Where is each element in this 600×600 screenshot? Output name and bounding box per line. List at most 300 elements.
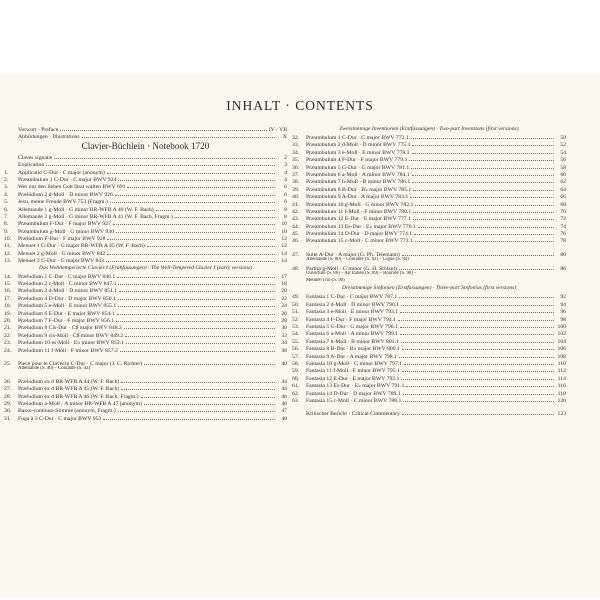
- entry-number: 6.: [4, 206, 9, 213]
- dot-leader: [121, 377, 275, 383]
- toc-entry: [4, 399, 287, 406]
- entry-number: 3.: [4, 184, 9, 191]
- dot-leader: [113, 219, 275, 225]
- entry-number: 27.: [4, 386, 12, 393]
- entry-title: Præambulum 13 Es-Dur · E♭ major BWV 776.1: [306, 223, 416, 230]
- toc-entry: [4, 392, 287, 399]
- sinfonias-list: [292, 292, 566, 403]
- entry-title: Vorwort · Preface: [18, 127, 59, 133]
- entry-title: Præambulum 15 c-Moll · C minor BWV 773.1: [306, 238, 413, 245]
- entry-page: 72: [560, 216, 566, 223]
- entry-title: Jesu, meine Freude BWV 753 (Fragm.): [18, 199, 108, 206]
- entry-page: 2: [284, 154, 287, 161]
- toc-entry: [292, 352, 566, 359]
- dot-leader: [415, 200, 554, 206]
- dot-leader: [418, 222, 554, 228]
- dot-leader: [402, 409, 554, 415]
- dot-leader: [400, 307, 554, 313]
- entry-title: Præambulum 7 h-Moll · B minor BWV 786.1: [306, 179, 411, 186]
- entry-number: 44.: [292, 223, 300, 230]
- dot-leader: [409, 155, 554, 161]
- entry-title: Fantasia 14 D-Dur · D major BWV 789.1: [306, 390, 401, 397]
- entry-page: 10: [281, 221, 287, 228]
- toc-entry: [4, 384, 287, 391]
- entry-page: 3: [284, 162, 287, 169]
- toc-entry: [4, 197, 287, 204]
- section-heading-wtc: Das Wohltemperierte Clavier I (Frühfassungen) · The Well-Tempered Clavier I (early versions): [39, 264, 252, 271]
- toc-entry: [292, 148, 566, 155]
- entry-title: Præludium 1 C-Dur · C major BWV 846.1: [18, 273, 116, 280]
- toc-entry: [292, 300, 566, 307]
- entry-page: 76: [560, 231, 566, 238]
- entry-number: 16.: [4, 288, 12, 295]
- entry-title: Fantasia 10 g-Moll · G minor BWV 797.1: [306, 360, 402, 367]
- entry-page: 118: [557, 390, 566, 397]
- entry-number: 31.: [4, 415, 12, 422]
- entry-title: Præambulum 10 g-Moll · G minor BWV 782.1: [306, 201, 414, 208]
- dot-leader: [413, 185, 554, 191]
- entry-number: 21.: [4, 325, 12, 332]
- entry-page: 110: [557, 360, 566, 367]
- toc-entry: [292, 374, 566, 381]
- entry-page: 18: [281, 281, 287, 288]
- entry-page: 98: [560, 316, 566, 323]
- dot-leader: [147, 241, 275, 247]
- dot-leader: [125, 331, 275, 337]
- entry-number: 29.: [4, 401, 12, 408]
- entry-number: 26.: [4, 378, 12, 385]
- entry-title: Præludium 5 e-Moll · E minor BWV 855.1: [18, 303, 117, 310]
- toc-entry: [292, 214, 566, 221]
- dot-leader: [46, 160, 275, 166]
- entry-page: 44: [281, 378, 287, 385]
- wtc-pieces-list: [4, 272, 287, 353]
- dot-leader: [175, 212, 275, 218]
- entry-page: 114: [557, 375, 566, 382]
- entry-page: 80: [560, 251, 566, 258]
- entry-page: 4: [284, 176, 287, 183]
- entry-number: 9.: [4, 228, 9, 235]
- dot-leader: [156, 205, 275, 211]
- entry-number: 11.: [4, 243, 11, 250]
- entry-title: Præludium ex d BR-WFB A 45 (W. F. Bach): [18, 386, 120, 393]
- entry-title: Præambulum 12 E-Dur · E major BWV 777.1: [306, 216, 411, 223]
- toc-entry: [292, 307, 566, 314]
- entry-title: Fantasia 9 A-Dur · A major BWV 798.1: [306, 353, 397, 360]
- toc-entry: [4, 160, 287, 167]
- entry-page: 100: [557, 323, 566, 330]
- entry-number: 47.: [292, 251, 300, 258]
- entry-number: 13.: [4, 258, 12, 265]
- entry-page: 33: [281, 332, 287, 339]
- entry-number: 14.: [4, 273, 12, 280]
- entry-title: Præambulum 8 B-Dur · B♭ major BWV 785.1: [306, 186, 412, 193]
- entry-title: Fantasia 15 c-Moll · C minor BWV 788.1: [306, 397, 402, 404]
- dot-leader: [118, 294, 275, 300]
- entry-title: Kritischer Bericht · Critical Commentary: [306, 411, 400, 418]
- dot-leader: [127, 182, 275, 188]
- entry-page: 112: [557, 368, 566, 375]
- toc-entry: [4, 168, 287, 175]
- toc-entry: [4, 272, 287, 279]
- left-column: [4, 125, 287, 421]
- dot-leader: [411, 133, 554, 139]
- movement-note: Allemande (S. 40) – Courante (S. 42): [18, 366, 90, 372]
- entry-title: Prælúdium 2 d-Moll · D minor BWV 926: [18, 191, 113, 198]
- toc-entry: [292, 344, 566, 351]
- dot-leader: [124, 323, 275, 329]
- toc-entry: [4, 346, 287, 353]
- entry-page: 104: [557, 338, 566, 345]
- entry-title: Applicatio C-Dur · C major (anonym): [18, 169, 105, 176]
- dot-leader: [400, 322, 554, 328]
- intro-list: [4, 153, 287, 168]
- entry-title: Præludium 6 E-Dur · E major BWV 854.1: [18, 310, 115, 317]
- entry-page: 22: [281, 295, 287, 302]
- entry-title: Fantasia 11 f-Moll · F minor BWV 795.1: [306, 368, 400, 375]
- dot-leader: [412, 140, 554, 146]
- dot-leader: [117, 272, 275, 278]
- entry-page: 68: [560, 201, 566, 208]
- movement-note: Allemande (S. 80) – Courante (S. 82) – Gigue (S. 84): [306, 257, 409, 263]
- toc-entry: [292, 264, 566, 271]
- entry-number: 39.: [292, 186, 300, 193]
- toc-entry: [292, 192, 566, 199]
- toc-entry: [292, 155, 566, 162]
- entry-number: 20.: [4, 317, 12, 324]
- toc-entry: [292, 163, 566, 170]
- entry-number: 36.: [292, 164, 300, 171]
- toc-entry: [4, 132, 287, 139]
- dot-leader: [116, 316, 275, 322]
- entry-page: 38: [281, 347, 287, 354]
- toc-entry: [4, 153, 287, 160]
- entry-number: 50.: [292, 301, 300, 308]
- entry-number: 37.: [292, 171, 300, 178]
- entry-page: 4: [284, 169, 287, 176]
- entry-number: 15.: [4, 281, 12, 288]
- entry-title: Fantasia 1 C-Dur · C major BWV 787.1: [306, 294, 398, 301]
- entry-title: Præludium ex d BR-WFB A 44 (W. F. Bach): [18, 378, 120, 385]
- toc-entry: [4, 279, 287, 286]
- dot-leader: [118, 279, 275, 285]
- dot-leader: [403, 389, 554, 395]
- toc-entry: [292, 133, 566, 140]
- dot-leader: [402, 366, 554, 372]
- dot-leader: [54, 153, 275, 159]
- entry-page: IV / VII: [268, 127, 287, 133]
- toc-entry: [4, 286, 287, 293]
- toc-entry: [4, 323, 287, 330]
- entry-title: Allemande 1 g-Moll · G minor BR-WFB A 40 (W. F. Bach): [18, 206, 154, 213]
- entry-page: X: [282, 134, 287, 141]
- entry-title: Fantasia 12 E-Dur · E major BWV 792.1: [306, 375, 400, 382]
- dot-leader: [399, 352, 554, 358]
- toc-entry: [4, 406, 287, 413]
- entry-number: 8.: [4, 221, 9, 228]
- toc-entry: [4, 331, 287, 338]
- entry-title: Præambulum F-Dur · F major BWV 927: [18, 221, 111, 228]
- dot-leader: [116, 227, 275, 233]
- toc-entry: [4, 309, 287, 316]
- dot-leader: [141, 392, 275, 398]
- entry-page: 52: [560, 142, 566, 149]
- entry-page: 48: [281, 415, 287, 422]
- entry-page: 120: [557, 397, 566, 404]
- entry-page: 78: [560, 238, 566, 245]
- dot-leader: [118, 301, 275, 307]
- entry-page: 30: [281, 325, 287, 332]
- entry-title: Fantasia 3 e-Moll · E minor BWV 793.1: [306, 309, 399, 316]
- entry-title: Præludium 10 es-Moll · E♭ minor BWV 853.1: [18, 340, 124, 347]
- toc-entry: [4, 190, 287, 197]
- entry-page: 92: [560, 294, 566, 301]
- toc-entry: [4, 205, 287, 212]
- entry-title: Præambulum 11 f-Moll · F minor BWV 780.1: [306, 208, 412, 215]
- entry-number: 62.: [292, 390, 300, 397]
- entry-number: 25.: [4, 360, 12, 367]
- toc-entry: [4, 294, 287, 301]
- toc-entry: [292, 292, 566, 299]
- dot-leader: [399, 264, 554, 270]
- toc-entry: [4, 338, 287, 345]
- toc-entry: [4, 301, 287, 308]
- entry-page: 50: [560, 135, 566, 141]
- entry-title: Suite A-Dur · A major (G. Ph. Telemann): [306, 251, 400, 258]
- toc-entry: [292, 381, 566, 388]
- entry-number: 33.: [292, 142, 300, 149]
- entry-number: 61.: [292, 383, 300, 390]
- entry-number: 41.: [292, 201, 300, 208]
- entry-number: 10.: [4, 236, 12, 243]
- entry-title: Præludium 11 f-Moll · F minor BWV 857.2: [18, 347, 118, 354]
- dot-leader: [118, 406, 275, 412]
- front-matter-list: [4, 125, 287, 140]
- toc-entry: [4, 219, 287, 226]
- dot-leader: [107, 168, 275, 174]
- toc-entry: [292, 337, 566, 344]
- dot-leader: [144, 399, 275, 405]
- entry-title: Præludium 3 d-Moll · D minor BWV 851.1: [18, 288, 118, 295]
- toc-entry: [292, 389, 566, 396]
- entry-number: 19.: [4, 310, 12, 317]
- entry-number: 17.: [4, 295, 12, 302]
- dot-leader: [115, 190, 275, 196]
- dot-leader: [402, 344, 554, 350]
- entry-page: 96: [560, 309, 566, 316]
- entry-page: 8: [284, 213, 287, 220]
- entry-title: Præambulum 3 e-Moll · E minor BWV 778.1: [306, 149, 410, 156]
- entry-number: 52.: [292, 316, 300, 323]
- entry-title: Præambulum 5 G-Dur · G major BWV 781.1: [306, 164, 410, 171]
- entry-title: Præludium 4 D-Dur · D major BWV 850.1: [18, 295, 116, 302]
- toc-entry: [292, 177, 566, 184]
- page-title: INHALT · CONTENTS: [226, 98, 374, 113]
- entry-title: Prælúdium F-Dur · F major BWV 928: [18, 236, 106, 243]
- entry-number: 28.: [4, 393, 12, 400]
- entry-title: Præambulum 2 d-Moll · D minor BWV 775.1: [306, 142, 411, 149]
- entry-number: 55.: [292, 338, 300, 345]
- entry-number: 24.: [4, 347, 12, 354]
- entry-title: Wer nur den lieben Gott lässt walten BWV 691: [18, 184, 126, 191]
- toc-entry: [292, 315, 566, 322]
- entry-number: 18.: [4, 303, 12, 310]
- entry-number: 2.: [4, 176, 9, 183]
- dot-leader: [414, 229, 554, 235]
- dot-leader: [103, 414, 275, 420]
- entry-number: 12.: [4, 250, 12, 257]
- toc-entry: [292, 140, 566, 147]
- entry-title: Fantasia 2 d-Moll · D minor BWV 790.1: [306, 301, 400, 308]
- dot-leader: [401, 337, 554, 343]
- toc-entry: [4, 359, 287, 366]
- dot-leader: [399, 292, 554, 298]
- entry-number: 35.: [292, 157, 300, 164]
- toc-entry: [4, 256, 287, 263]
- section-heading-sinfonias: Dreistimmige Sinfonien (Erstfassungen) · Three-part Sinfonias (first versions): [341, 285, 517, 292]
- entry-title: Præambulum 4 F-Dur · F major BWV 779.1: [306, 157, 408, 164]
- entry-page: 28: [281, 317, 287, 324]
- toc-entry: [4, 316, 287, 323]
- toc-entry: [4, 227, 287, 234]
- entry-number: 53.: [292, 323, 300, 330]
- dot-leader: [107, 234, 275, 240]
- dot-leader: [404, 359, 554, 365]
- dot-leader: [412, 148, 554, 154]
- toc-entry: [292, 366, 566, 373]
- entry-page: 34: [281, 340, 287, 347]
- entry-page: 60: [560, 171, 566, 178]
- entry-number: 51.: [292, 309, 300, 316]
- dot-leader: [400, 329, 554, 335]
- entry-page: 86: [560, 265, 566, 272]
- section-heading-inventions: Zweistimmige Inventionen (Erstfassungen) · Two-part Inventions (first versions): [339, 126, 519, 132]
- dot-leader: [121, 384, 275, 390]
- misc-pieces-list-a: [4, 359, 287, 366]
- entry-number: 4.: [4, 191, 9, 198]
- toc-entry: [292, 185, 566, 192]
- toc-entry: [4, 212, 287, 219]
- entry-page: 58: [560, 164, 566, 171]
- toc-entry: [4, 414, 287, 421]
- toc-entry: [292, 229, 566, 236]
- dot-leader: [413, 214, 554, 220]
- toc-entry: [292, 250, 566, 257]
- entry-page: 12: [281, 236, 287, 243]
- entry-number: 42.: [292, 208, 300, 215]
- toc-entry: [4, 182, 287, 189]
- entry-title: Explication: [18, 162, 45, 169]
- dot-leader: [118, 175, 275, 181]
- toc-entry: [292, 322, 566, 329]
- entry-number: 38.: [292, 179, 300, 186]
- toc-entry: [4, 125, 287, 132]
- entry-number: 59.: [292, 368, 300, 375]
- entry-number: 49.: [292, 294, 300, 301]
- dot-leader: [415, 236, 554, 242]
- toc-entry: [292, 200, 566, 207]
- entry-page: 8: [284, 206, 287, 213]
- entry-page: 10: [281, 228, 287, 235]
- entry-number: 40.: [292, 194, 300, 201]
- entry-number: 23.: [4, 340, 12, 347]
- entry-title: Fantasia 7 h-Moll · B minor BWV 801.1: [306, 338, 399, 345]
- toc-entry: [292, 396, 566, 403]
- dot-leader: [144, 359, 275, 365]
- entry-number: 54.: [292, 331, 300, 338]
- entry-page: 46: [281, 401, 287, 408]
- entry-page: 44: [281, 386, 287, 393]
- dot-leader: [120, 346, 275, 352]
- entry-number: 1.: [4, 169, 9, 176]
- entry-page: 102: [557, 331, 566, 338]
- partita-list: [292, 264, 566, 271]
- entry-page: 66: [560, 194, 566, 201]
- dot-leader: [126, 338, 275, 344]
- entry-page: 47: [281, 408, 287, 415]
- movement-note: Ouverture (S. 86) – Air Italien (S. 89) – Bourrée (S. 90) –: [306, 271, 417, 277]
- entry-number: 30.: [4, 408, 12, 415]
- entry-title: Præambulum g-Moll · G minor BWV 930: [18, 228, 114, 235]
- toc-entry: [4, 234, 287, 241]
- dot-leader: [110, 197, 275, 203]
- dot-leader: [411, 163, 554, 169]
- entry-title: Præambulum 6 a-Moll · A minor BWV 784.1: [306, 171, 410, 178]
- entry-number: 46.: [292, 238, 300, 245]
- dot-leader: [106, 256, 275, 262]
- dot-leader: [412, 170, 554, 176]
- entry-page: 14: [281, 250, 287, 257]
- entry-title: Præludium 7 F-Dur · F major BWV 856.1: [18, 317, 114, 324]
- entry-page: 70: [560, 208, 566, 215]
- entry-title: Abbildungen · Illustrations: [18, 134, 80, 141]
- entry-number: 34.: [292, 149, 300, 156]
- dot-leader: [107, 249, 275, 255]
- entry-page: 106: [557, 346, 566, 353]
- toc-entry: [292, 236, 566, 243]
- dot-leader: [413, 207, 554, 213]
- inventions-list: [292, 133, 566, 244]
- entry-page: 74: [560, 223, 566, 230]
- entry-number: 32.: [292, 135, 300, 141]
- dot-leader: [119, 286, 275, 292]
- dot-leader: [117, 309, 275, 315]
- entry-page: 94: [560, 301, 566, 308]
- entry-number: 60.: [292, 375, 300, 382]
- notebook-pieces-list: [4, 168, 287, 264]
- entry-page: 40: [281, 360, 287, 367]
- entry-page: 20: [281, 288, 287, 295]
- entry-title: Præambulum 14 D-Dur · D major BWV 774.1: [306, 231, 413, 238]
- entry-title: Præambulum 9 A-Dur · A major BWV 783.1: [306, 194, 409, 201]
- entry-title: Menuet 3 G-Dur · G major BWV 843: [18, 258, 104, 265]
- entry-title: Præludium a-Moll · A minor BR-WFB A 47 (anonym): [18, 401, 142, 408]
- entry-page: 24: [281, 303, 287, 310]
- entry-page: 54: [560, 149, 566, 156]
- entry-page: 14: [281, 258, 287, 265]
- entry-title: Fantasia 5 G-Dur · G major BWV 796.1: [306, 323, 398, 330]
- entry-page: 123: [557, 411, 566, 418]
- toc-entry: [292, 359, 566, 366]
- toc-entry: [4, 241, 287, 248]
- dot-leader: [412, 177, 554, 183]
- entry-number: 43.: [292, 216, 300, 223]
- entry-title: Præambulum 1 C-Dur · C major BWV 772.1: [306, 135, 409, 141]
- entry-page: 12: [281, 243, 287, 250]
- dot-leader: [402, 250, 554, 256]
- entry-title: Præludium 8 Cis-Dur · C♯ major BWV 848.2: [18, 325, 122, 332]
- dot-leader: [401, 300, 554, 306]
